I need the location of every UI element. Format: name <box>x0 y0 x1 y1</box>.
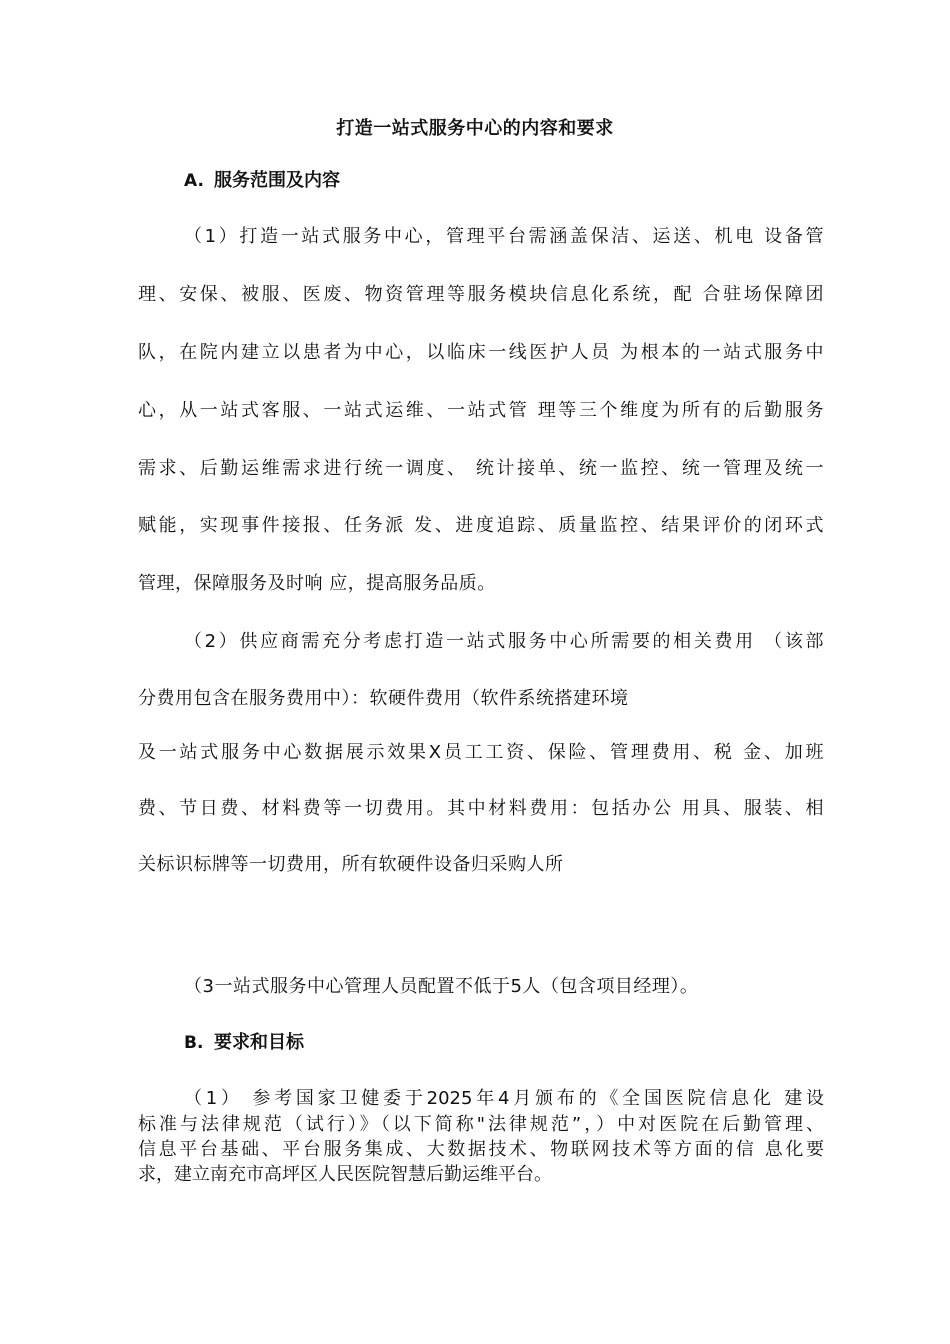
paragraph-line: 及一站式服务中心数据展示效果X员工工资、保险、管理费用、税 金、加班 <box>138 742 824 763</box>
paragraph-line: （2）供应商需充分考虑打造一站式服务中心所需要的相关费用 （该部 <box>184 631 824 652</box>
paragraph-line: 求，建立南充市高坪区人民医院智慧后勤运维平台。 <box>138 1164 552 1185</box>
paragraph-line: 关标识标牌等一切费用，所有软硬件设备归采购人所 <box>138 854 564 875</box>
paragraph-line: 心，从一站式客服、一站式运维、一站式管 理等三个维度为所有的后勤服务 <box>138 400 824 421</box>
paragraph-line: （1）打造一站式服务中心，管理平台需涵盖保洁、运送、机电 设备管 <box>184 226 824 247</box>
section-a-title: 服务范围及内容 <box>214 170 340 191</box>
paragraph-line: 队，在院内建立以患者为中心，以临床一线医护人员 为根本的一站式服务中 <box>138 342 824 363</box>
section-b-heading <box>184 1028 304 1054</box>
paragraph-line: 需求、后勤运维需求进行统一调度、 统计接单、统一监控、统一管理及统一 <box>138 458 824 479</box>
section-b-letter: B. <box>184 1033 204 1053</box>
paragraph-line: 分费用包含在服务费用中）：软硬件费用（软件系统搭建环境 <box>138 688 629 709</box>
paragraph-line: 费、节日费、材料费等一切费用。其中材料费用：包括办公 用具、服装、相 <box>138 798 824 819</box>
paragraph-line: （1） 参考国家卫健委于2025年4月颁布的《全国医院信息化 建设 <box>184 1088 824 1109</box>
paragraph-line: （3一站式服务中心管理人员配置不低于5人（包含项目经理）。 <box>184 976 699 997</box>
paragraph-line: 赋能，实现事件接报、任务派 发、进度追踪、质量监控、结果评价的闭环式 <box>138 515 824 536</box>
paragraph-line: 标准与法律规范（试行）》（以下简称"法律规范”，）中对医院在后勤管理、 <box>138 1114 824 1135</box>
paragraph-line: 管理，保障服务及时响 应，提高服务品质。 <box>138 573 496 594</box>
section-a-letter: A. <box>184 171 204 191</box>
paragraph-line: 理、安保、被服、医废、物资管理等服务模块信息化系统，配 合驻场保障团 <box>138 284 824 305</box>
paragraph-line: 信息平台基础、平台服务集成、大数据技术、物联网技术等方面的信 息化要 <box>138 1139 824 1160</box>
section-b-title: 要求和目标 <box>214 1032 304 1053</box>
document-title: 打造一站式服务中心的内容和要求 <box>336 118 614 139</box>
section-a-heading <box>184 166 340 192</box>
